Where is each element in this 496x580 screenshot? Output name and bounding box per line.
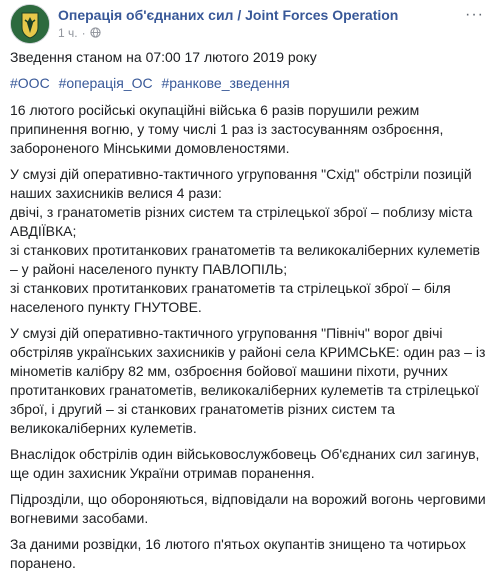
meta-separator: ·	[81, 26, 86, 40]
hashtag-link[interactable]: #ООС	[10, 75, 50, 91]
post-body	[10, 48, 486, 580]
post-paragraph-response: Підрозділи, що обороняються, відповідали на ворожий вогонь черговими вогневими засобами.	[10, 491, 486, 526]
page-name-link[interactable]: Операція об'єднаних сил / Joint Forces Operation	[58, 7, 399, 23]
post-header	[10, 4, 486, 44]
post-paragraph-casualties: Внаслідок обстрілів один військовослужбовець Об'єднаних сил загинув, ще один захисник України отримав поранення.	[10, 446, 480, 481]
post-paragraph-date: Зведення станом на 07:00 17 лютого 2019 року	[10, 49, 317, 65]
post-paragraph-east: У смузі дій оперативно-тактичного угруповання "Схід" обстріли позицій наших захисників велися 4 рази: двічі, з гранатометів різних систем та стрілецької зброї – поблизу міста АВДІЇВКА; зі станкових протитанкових гранатометів та великокаліберних кулеметів – у районі населеного пункту ПАВЛОПІЛЬ; зі станкових протитанкових гранатометів та стрілецької зброї – біля населеного пункту ГНУТОВЕ.	[10, 166, 480, 315]
hashtag-link[interactable]: #операція_ОС	[58, 75, 153, 91]
globe-icon[interactable]	[90, 27, 101, 38]
post-paragraph-summary: 16 лютого російські окупаційні війська 6 разів порушили режим припинення вогню, у тому числі 1 раз із застосуванням озброєння, забороненого Мінськими домовленостями.	[10, 102, 444, 156]
post-paragraph-intelligence: За даними розвідки, 16 лютого п'ятьох окупантів знищено та чотирьох поранено.	[10, 536, 466, 571]
hashtag-link[interactable]: #ранкове_зведення	[161, 75, 290, 91]
page-avatar[interactable]	[10, 4, 50, 44]
joint-forces-emblem-icon	[11, 5, 49, 43]
post-timestamp[interactable]: 1 ч.	[58, 26, 78, 40]
hashtag-list	[10, 74, 486, 93]
more-options-icon[interactable]: ···	[465, 6, 484, 23]
post-meta	[58, 26, 101, 40]
post-paragraph-north: У смузі дій оперативно-тактичного угруповання "Північ" ворог двічі обстріляв українських захисників у районі села КРИМСЬКЕ: один раз – із мінометів калібру 82 мм, озброєння бойової машини піхоти, ручних протитанкових гранатометів, великокаліберних кулеметів та стрілецької зброї, і другий – зі станкових гранатометів різних систем та великокаліберних кулеметів.	[10, 325, 486, 436]
